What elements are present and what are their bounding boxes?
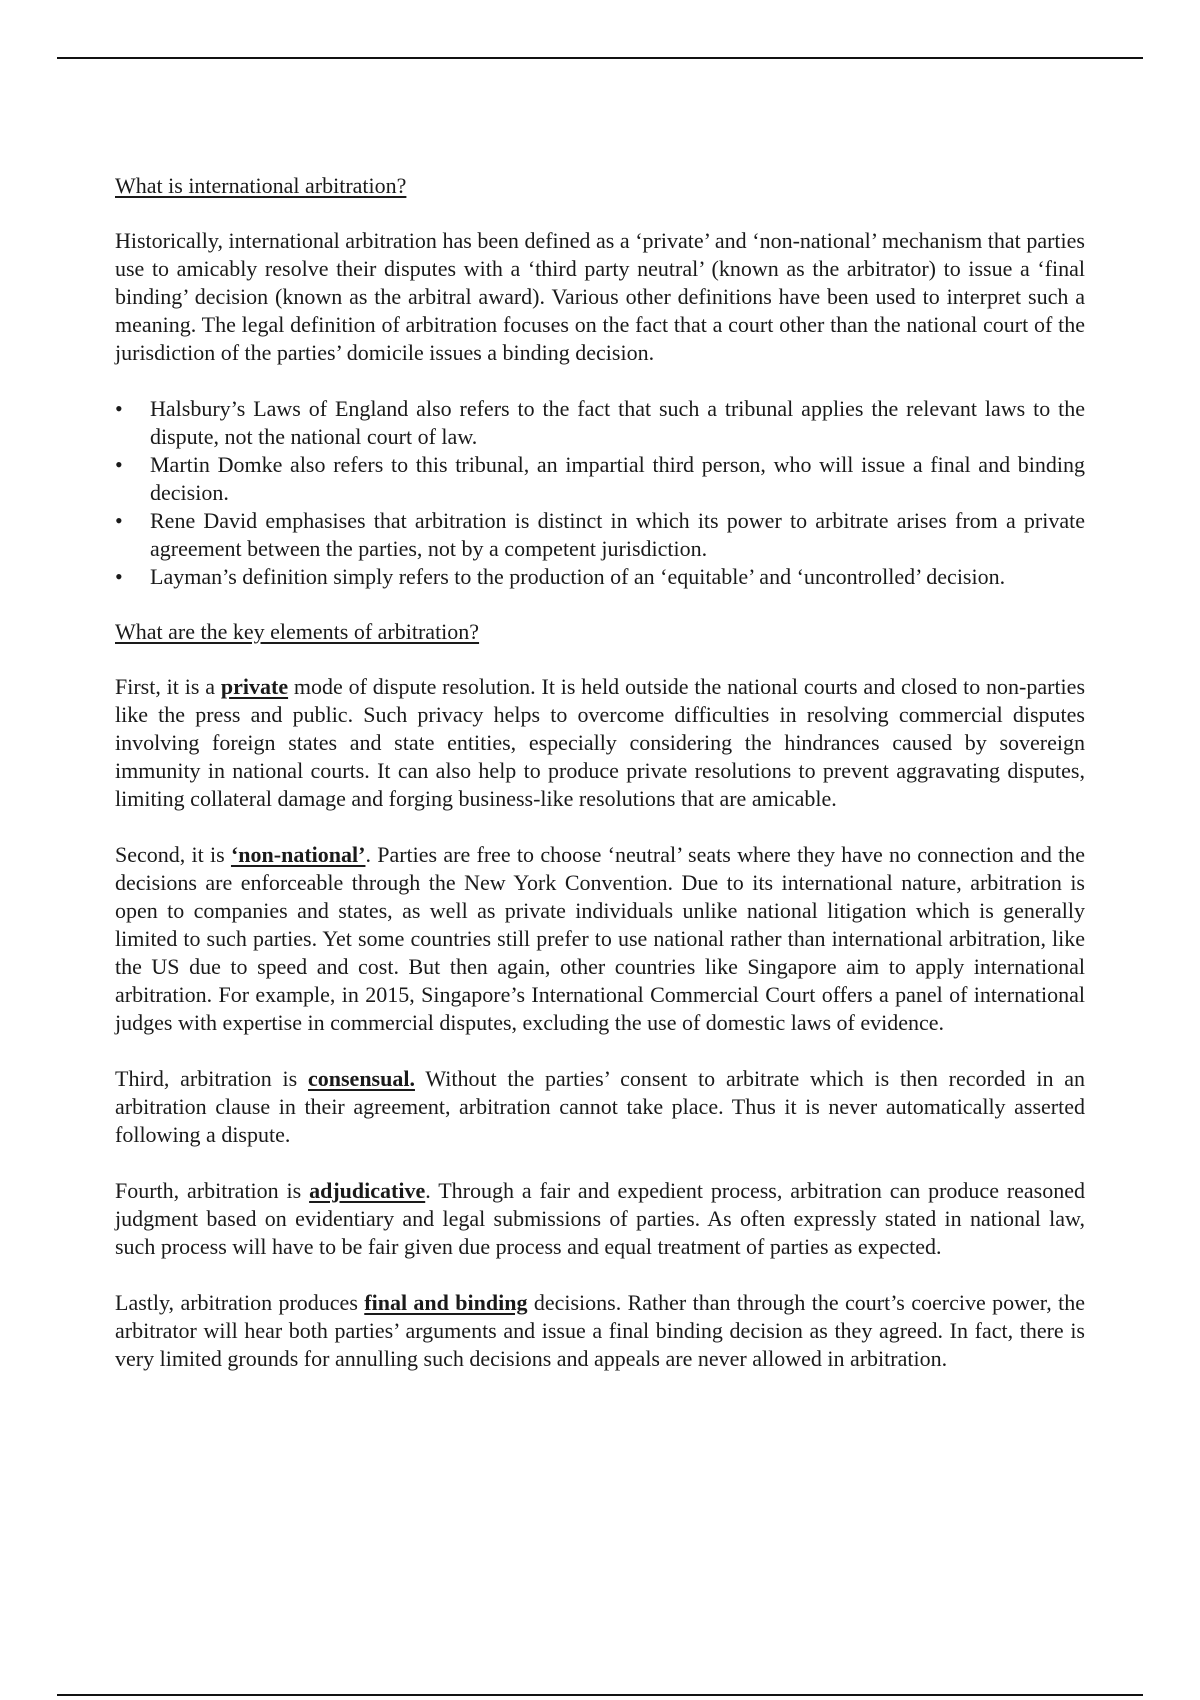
list-item: [115, 451, 1085, 507]
footer-rule: [57, 1694, 1143, 1696]
bullet-icon: •: [115, 564, 123, 589]
definitions-list: [115, 395, 1085, 591]
element-paragraph-consensual: [115, 1065, 1085, 1149]
bullet-icon: •: [115, 396, 123, 421]
list-item-text: Layman’s definition simply refers to the production of an ‘equitable’ and ‘uncontrolled’ decision.: [150, 564, 1006, 589]
paragraph-body: . Parties are free to choose ‘neutral’ seats where they have no connection and the decisions are enforceable through the New York Convention. Due to its international nature, arbitration is open to companies and states, as well as private individuals unlike national litigation which is generally limited to such parties. Yet some countries still prefer to use national rather than international arbitration, like the US due to speed and cost. But then again, other countries like Singapore aim to apply international arbitration. For example, in 2015, Singapore’s International Commercial Court offers a panel of international judges with expertise in commercial disputes, excluding the use of domestic laws of evidence.: [115, 842, 1085, 1035]
list-item: [115, 563, 1085, 591]
key-term: ‘non-national’: [230, 842, 366, 867]
paragraph-lead: Second, it is: [115, 842, 231, 867]
bullet-icon: •: [115, 508, 123, 533]
paragraph-body: Without the parties’ consent to arbitrate which is then recorded in an arbitration clause in their agreement, arbitration cannot take place. Thus it is never automatically asserted following a dispute.: [115, 1066, 1085, 1147]
header-rule: [57, 57, 1143, 59]
list-item-text: Halsbury’s Laws of England also refers to the fact that such a tribunal applies the relevant laws to the dispute, not the national court of law.: [150, 396, 1085, 449]
key-term: adjudicative: [309, 1178, 426, 1203]
key-term: private: [220, 674, 289, 699]
paragraph-body: mode of dispute resolution. It is held outside the national courts and closed to non-parties like the press and public. Such privacy helps to overcome difficulties in resolving commercial disputes involving foreign states and state entities, especially considering the hindrances caused by sovereign immunity in national courts. It can also help to produce private resolutions to prevent aggravating disputes, limiting collateral damage and forging business-like resolutions that are amicable.: [115, 674, 1085, 811]
document-body: [115, 172, 1085, 1401]
paragraph-body: decisions. Rather than through the court’s coercive power, the arbitrator will hear both parties’ arguments and issue a final binding decision as they agreed. In fact, there is very limited grounds for annulling such decisions and appeals are never allowed in arbitration.: [115, 1290, 1085, 1371]
section-heading-definition: What is international arbitration?: [115, 173, 407, 198]
paragraph-lead: First, it is a: [115, 674, 221, 699]
paragraph-body: . Through a fair and expedient process, arbitration can produce reasoned judgment based on evidentiary and legal submissions of parties. As often expressly stated in national law, such process will have to be fair given due process and equal treatment of parties as expected.: [115, 1178, 1086, 1259]
key-term: consensual.: [308, 1066, 415, 1091]
list-item: [115, 395, 1085, 451]
element-paragraph-final-binding: [115, 1289, 1085, 1373]
element-paragraph-adjudicative: [115, 1177, 1085, 1261]
list-item-text: Rene David emphasises that arbitration is distinct in which its power to arbitrate arises from a private agreement between the parties, not by a competent jurisdiction.: [150, 508, 1085, 561]
section-heading-key-elements: What are the key elements of arbitration?: [115, 619, 480, 644]
intro-paragraph: Historically, international arbitration has been defined as a ‘private’ and ‘non-national’ mechanism that parties use to amicably resolve their disputes with a ‘third party neutral’ (known as the arbitrator) to issue a ‘final binding’ decision (known as the arbitral award). Various other definitions have been used to interpret such a meaning. The legal definition of arbitration focuses on the fact that a court other than the national court of the jurisdiction of the parties’ domicile issues a binding decision.: [115, 228, 1085, 365]
element-paragraph-non-national: [115, 841, 1085, 1037]
paragraph-lead: Fourth, arbitration is: [115, 1178, 310, 1203]
paragraph-lead: Lastly, arbitration produces: [115, 1290, 365, 1315]
bullet-icon: •: [115, 452, 123, 477]
list-item-text: Martin Domke also refers to this tribunal, an impartial third person, who will issue a final and binding decision.: [150, 452, 1085, 505]
element-paragraph-private: [115, 673, 1085, 813]
key-term: final and binding: [364, 1290, 528, 1315]
paragraph-lead: Third, arbitration is: [115, 1066, 308, 1091]
list-item: [115, 507, 1085, 563]
